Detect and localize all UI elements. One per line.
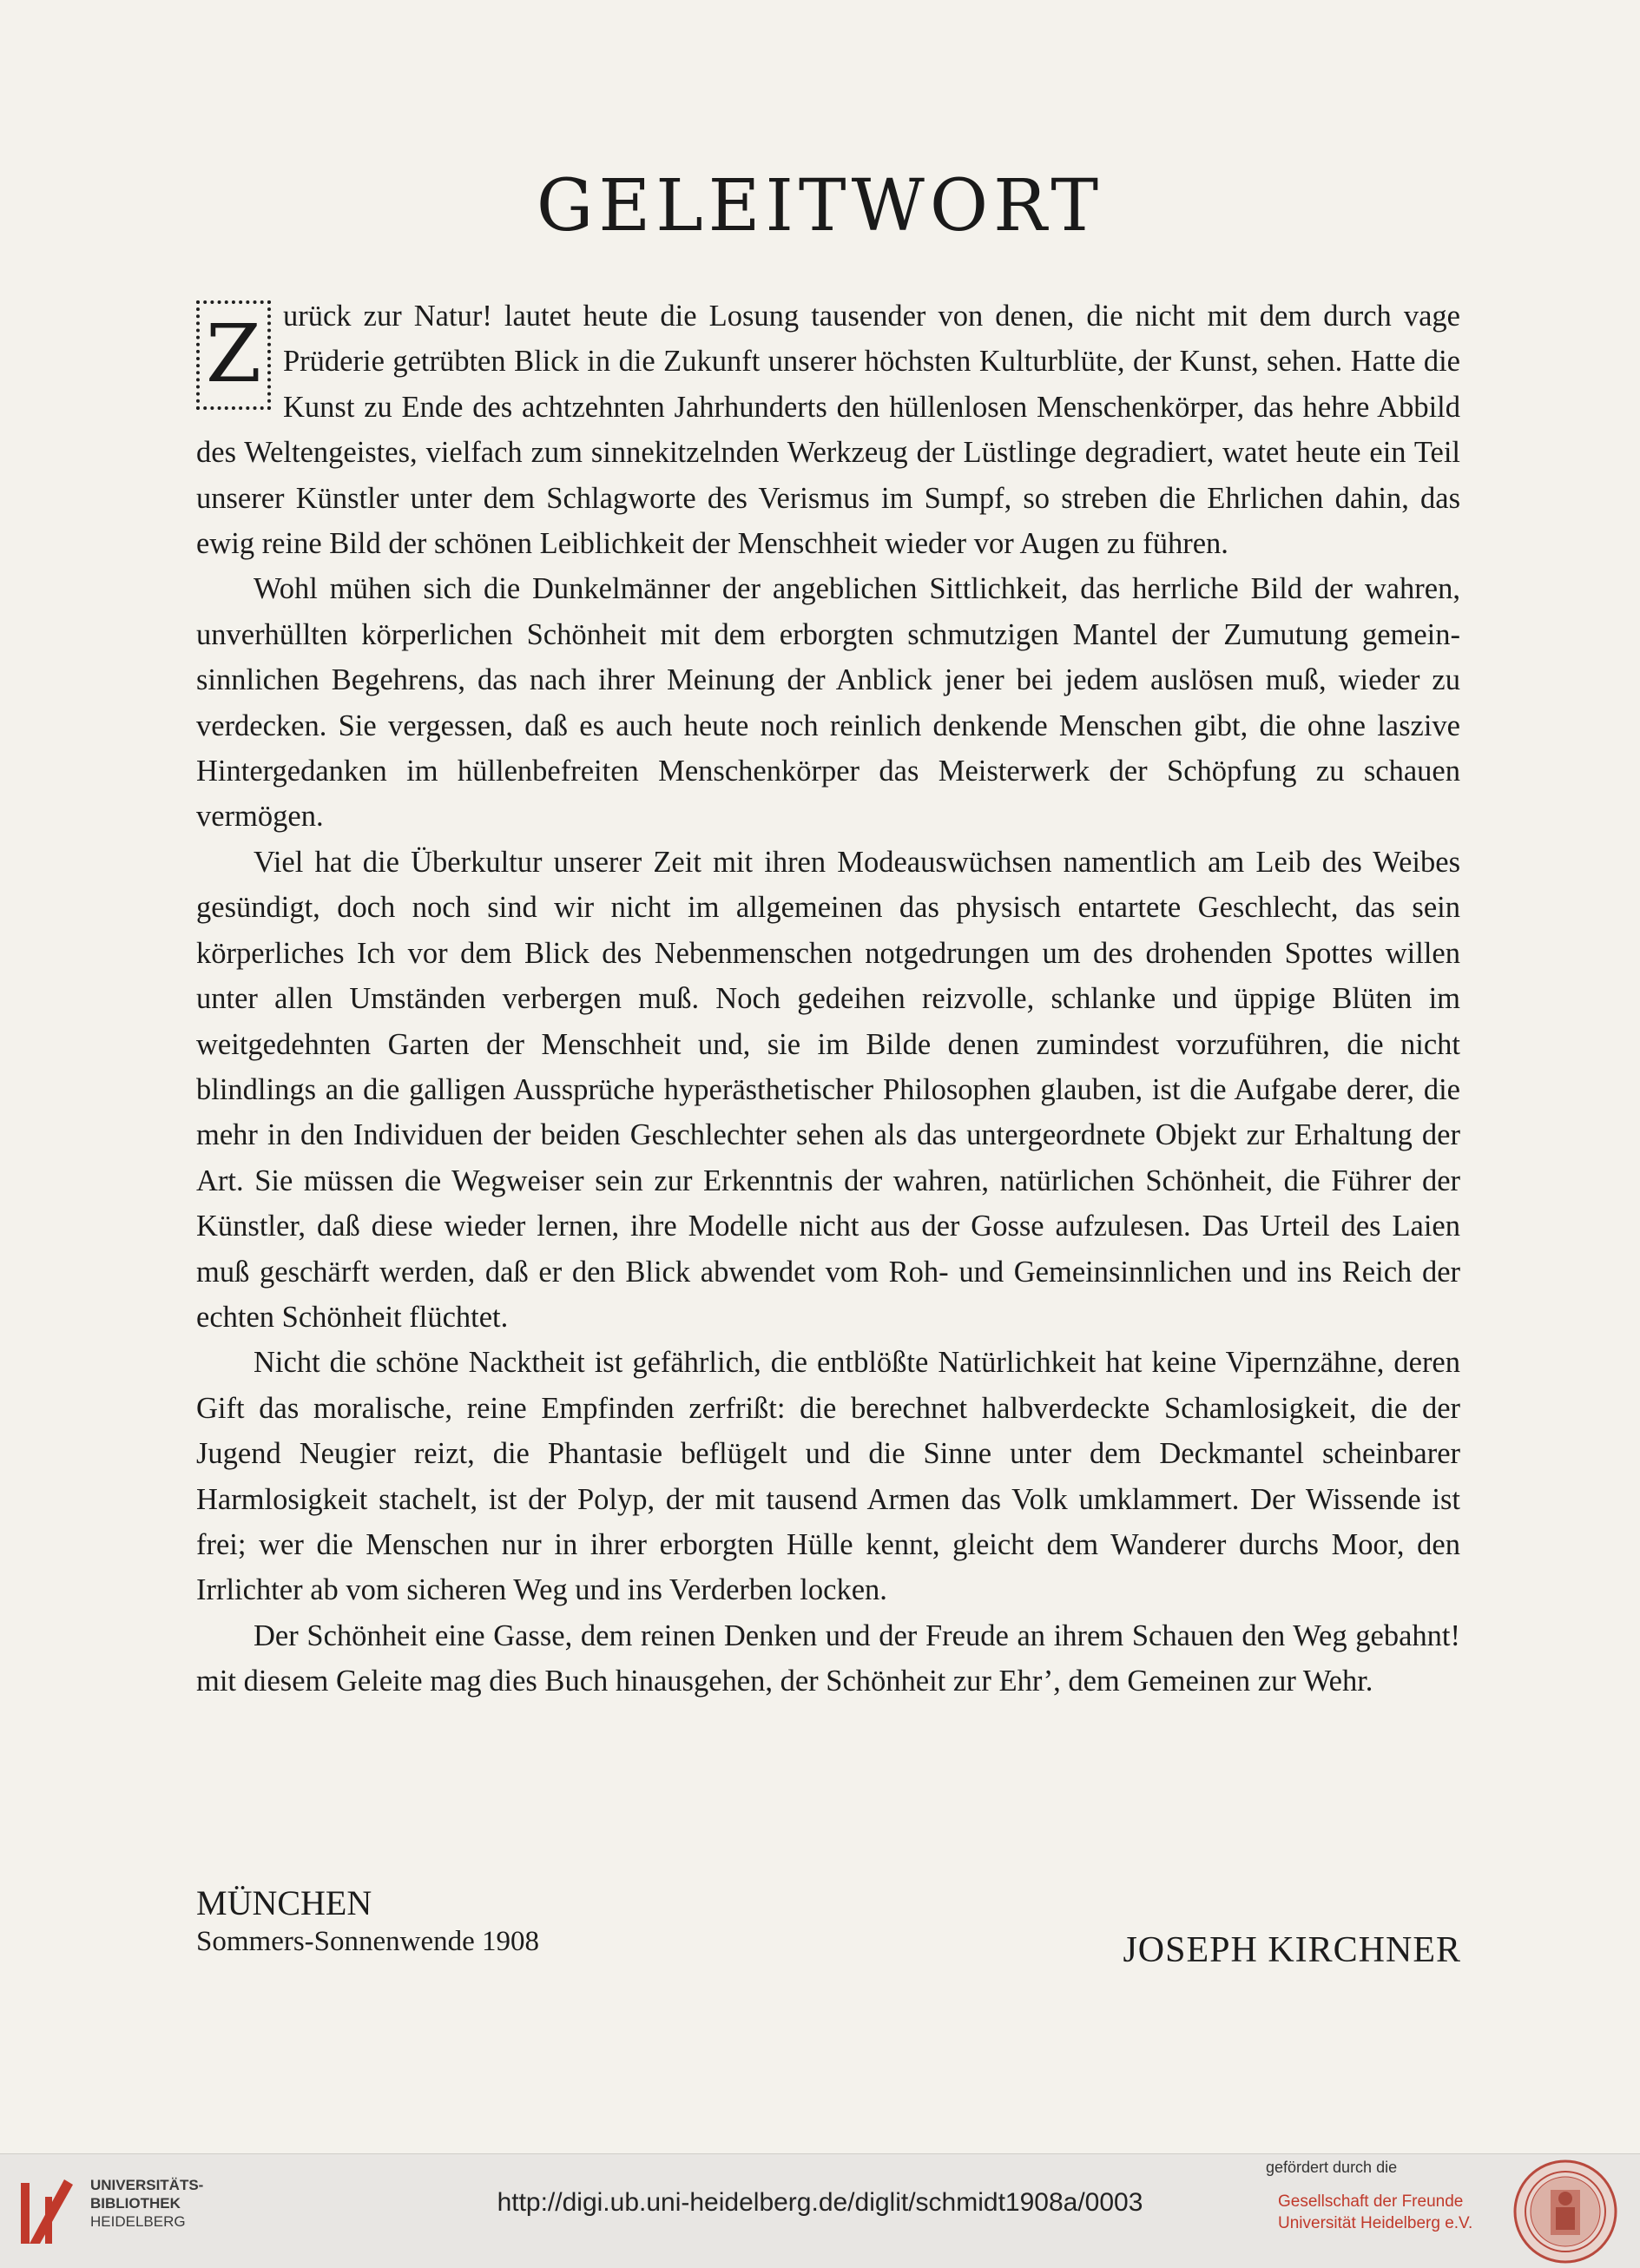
society-name-line-2: Universität Heidelberg e.V. (1278, 2214, 1473, 2232)
drop-cap-initial: Z (196, 300, 271, 410)
source-url-link[interactable]: http://digi.ub.uni-heidelberg.de/diglit/schmidt1908a/0003 (497, 2188, 1143, 2217)
page-title: GELEITWORT (536, 165, 1104, 247)
society-name-line-1: Gesellschaft der Freunde (1278, 2192, 1464, 2211)
paragraph-3: Viel hat die Überkultur unserer Zeit mit ihren Modeauswüchsen namentlich am Leib des Weibes gesündigt, doch noch sind wir nicht im allgemeinen das physisch entartete Geschlecht, das sein körperliches Ich vor dem Blick des Nebenmenschen notgedrungen um des drohenden Spottes willen unter allen Umständen verbergen muß. Noch gedeihen reizvolle, schlanke und üppige Blüten im weitgedehnten Garten der Menschheit und, sie im Bilde denen zumindest vorzuführen, die nicht blindlings an die galligen Aussprüche hyperästhetischer Philosophen glauben, ist die Aufgabe derer, die mehr in den Individuen der beiden Geschlechter sehen als das untergeordnete Objekt zur Erhaltung der Art. Sie müssen die Wegweiser sein zur Erkenntnis der wahren, natürlichen Schönheit, die Führer der Künstler, daß diese wieder lernen, ihre Modelle nicht aus der Gosse aufzulesen. Das Urteil des Laien muß geschärft werden, daß er den Blick abwendet vom Roh- und Gemeinsinnlichen und ins Reich der echten Schönheit flüchtet. (196, 845, 1460, 1334)
paragraph-1 (196, 293, 1460, 566)
supported-by-label: gefördert durch die (1266, 2159, 1398, 2176)
place-name: MÜNCHEN (196, 1883, 372, 1922)
university-seal-icon[interactable] (1512, 2159, 1618, 2265)
author-signature: JOSEPH KIRCHNER (1123, 1930, 1461, 1970)
paragraph-1-text: urück zur Natur! lautet heute die Losung tausender von denen, die nicht mit dem durch vage Prüderie getrübten Blick in die Zukunft unserer höchsten Kulturblüte, der Kunst, sehen. Hatte die Kunst zu Ende des achtzehnten Jahrhunderts den hüllenlosen Menschenkörper, das hehre Abbild des Weltengeistes, vielfach zum sinnekitzelnden Werkzeug der Lüstlinge degradiert, watet heute ein Teil unserer Künstler unter dem Schlagworte des Verismus im Sumpf, so streben die Ehrlichen dahin, das ewig reine Bild der schönen Leiblichkeit der Menschheit wieder vor Augen zu führen. (196, 300, 1460, 561)
paragraph-2: Wohl mühen sich die Dunkelmänner der angeblichen Sittlichkeit, das herrliche Bild der wahren, unverhüllten körperlichen Schönheit mit dem erborgten schmutzigen Mantel der Zumutung gemein-sinnlichen Begehrens, das nach ihrer Meinung der Anblick jener bei jedem auslösen muß, wieder zu verdecken. Sie vergessen, daß es auch heute noch reinlich denkende Menschen gibt, die ohne laszive Hintergedanken im hüllenbefreiten Menschenkörper das Meisterwerk der Schöpfung zu schauen vermögen. (196, 572, 1460, 834)
library-name-line-3: HEIDELBERG (90, 2213, 186, 2230)
library-name-line-1: UNIVERSITÄTS- (90, 2177, 204, 2193)
paragraph-5: Der Schönheit eine Gasse, dem reinen Denken und der Freude an ihrem Schauen den Weg gebahnt! mit diesem Geleite mag dies Buch hinausgehen, der Schönheit zur Ehr’, dem Gemeinen zur Wehr. (196, 1619, 1460, 1698)
society-link[interactable] (1278, 2191, 1472, 2234)
paragraph-4: Nicht die schöne Nacktheit ist gefährlich, die entblößte Natürlichkeit hat keine Vipernzähne, deren Gift das moralische, reine Empfinden zerfrißt: die berechnet halbverdeckte Schamlosigkeit, die der Jugend Neugier reizt, die Phantasie beflügelt und die Sinne unter dem Deckmantel scheinbarer Harmlosigkeit stachelt, ist der Polyp, der mit tausend Armen das Volk umklammert. Der Wissende ist frei; wer die Menschen nur in ihrer erborgten Hülle kennt, gleicht dem Wanderer durchs Moor, den Irrlichter ab vom sicheren Weg und ins Verderben locken. (196, 1346, 1460, 1607)
library-name-line-2: BIBLIOTHEK (90, 2195, 181, 2212)
date-line: Sommers-Sonnenwende 1908 (196, 1926, 540, 1957)
body-text (196, 293, 1460, 1704)
